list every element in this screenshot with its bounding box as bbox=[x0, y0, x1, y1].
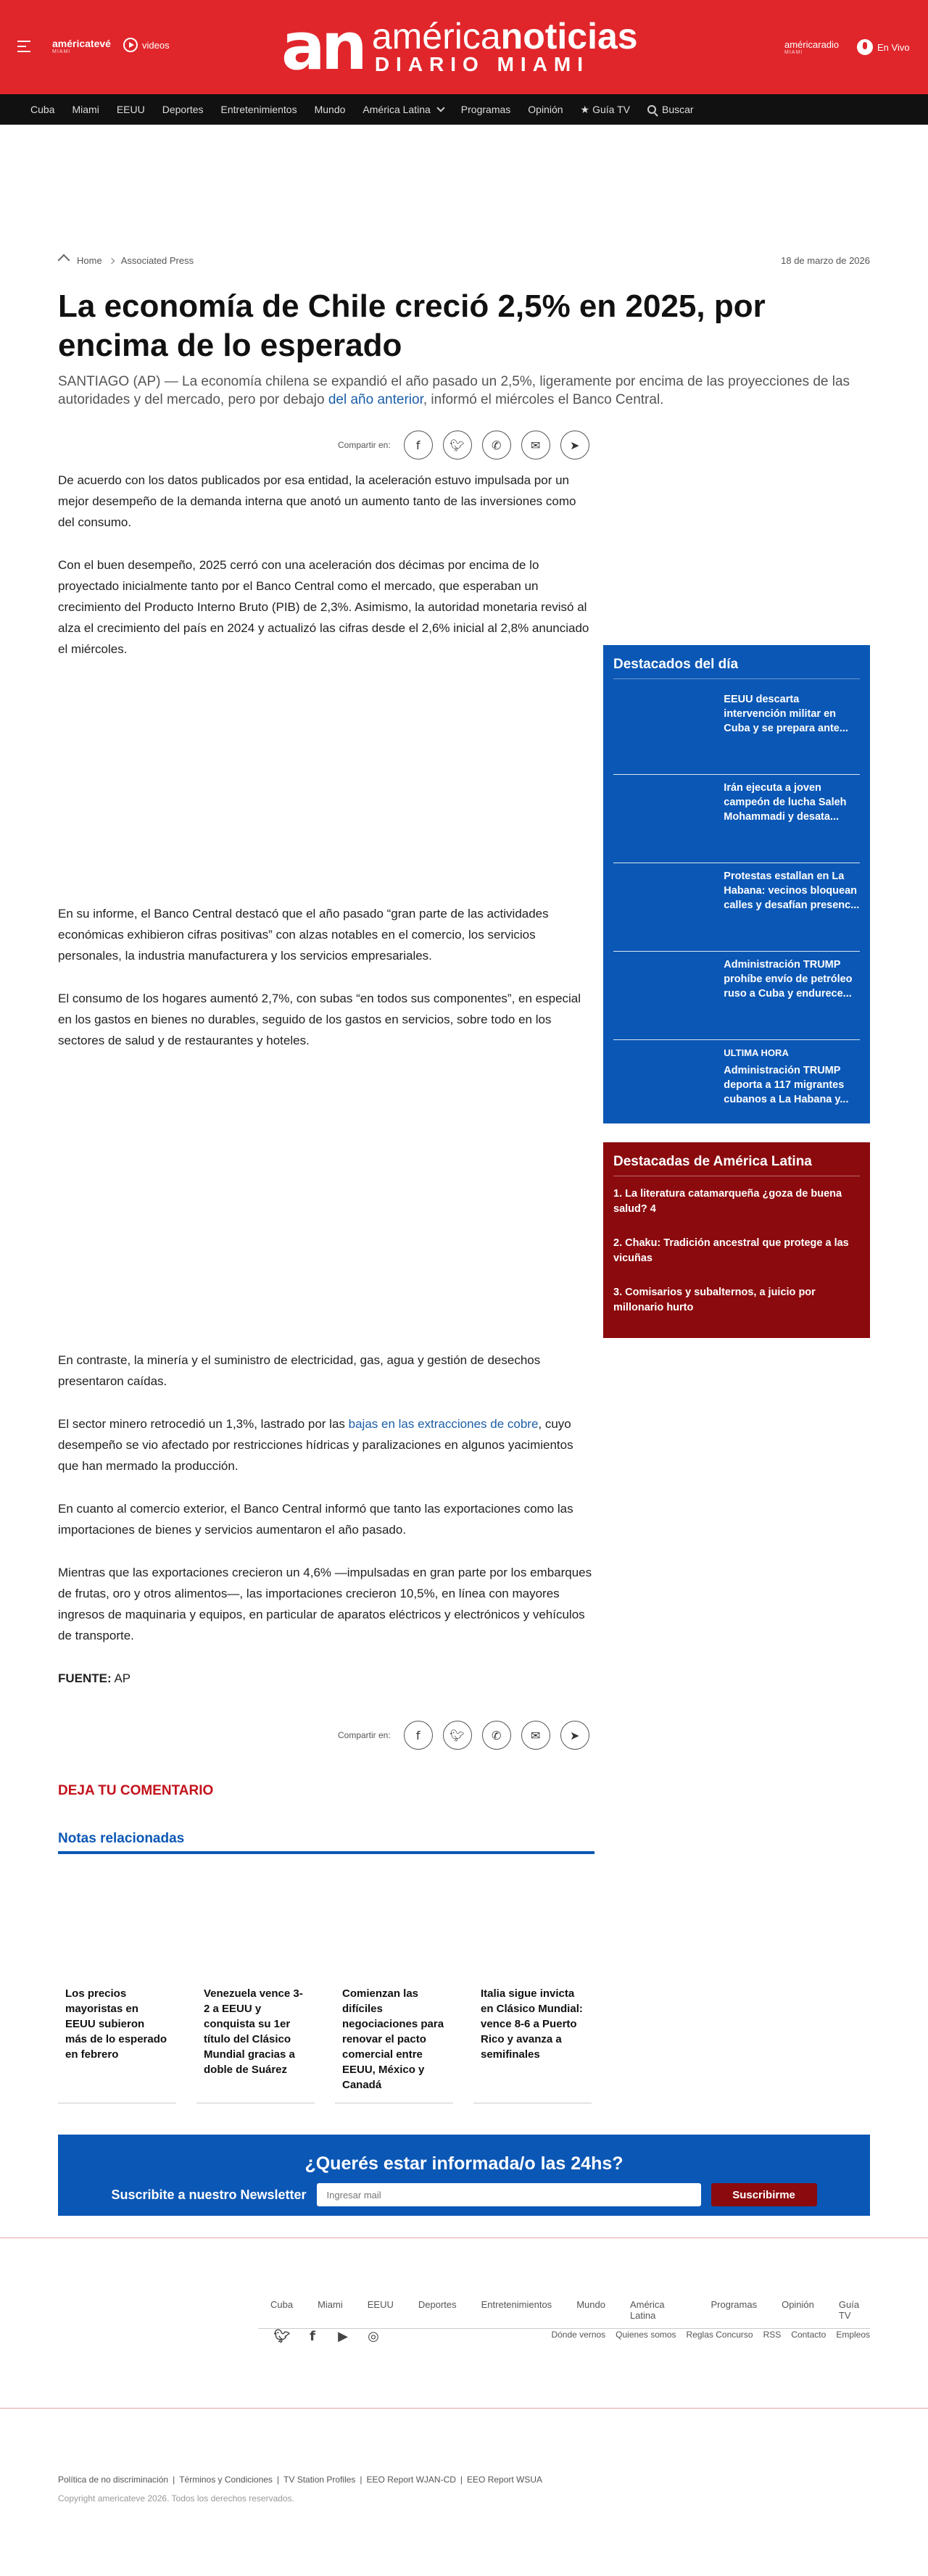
article-paragraph: En su informe, el Banco Central destacó que el año pasado “gran parte de las actividades económicas exhibieron cifras positivas” con alzas notables en el comercio, los servicios personales, la industria manufacturera y los servicios empresariales. bbox=[58, 907, 549, 963]
newsletter-banner bbox=[58, 2135, 870, 2216]
social-icons bbox=[273, 2327, 383, 2346]
destacado-headline-block[interactable] bbox=[724, 1046, 860, 1128]
lead-text-before: SANTIAGO (AP) — La economía chilena se expandió el año pasado un 2,5%, ligeramente por encima de las proyecciones de las autoridades y del mercado, pero por debajo bbox=[58, 374, 850, 407]
legal-separator: | bbox=[360, 2475, 362, 2485]
destacado-headline[interactable]: EEUU descarta intervención militar en Cuba y se prepara ante... bbox=[724, 694, 848, 734]
legal-link[interactable]: TV Station Profiles bbox=[283, 2475, 356, 2485]
nav-item-america-latina-label: América Latina bbox=[362, 104, 431, 115]
footer-nav-item[interactable]: Guía TV bbox=[838, 2299, 860, 2321]
chevron-down-icon bbox=[436, 104, 444, 112]
breadcrumb-section[interactable]: Associated Press bbox=[120, 255, 194, 266]
related-title[interactable]: Italia sigue invicta en Clásico Mundial: vence 8-6 a Puerto Rico y avanza a semifinales bbox=[481, 1987, 583, 2061]
main-nav bbox=[0, 94, 928, 125]
comments-heading[interactable]: DEJA TU COMENTARIO bbox=[58, 1783, 214, 1798]
copper-link[interactable]: bajas en las extracciones de cobre bbox=[348, 1417, 539, 1431]
latina-item[interactable]: 2. Chaku: Tradición ancestral que protege a las vicuñas bbox=[613, 1237, 849, 1264]
facebook-share-icon[interactable]: f bbox=[404, 431, 433, 460]
footer-nav bbox=[258, 2299, 870, 2329]
whatsapp-share-icon[interactable]: ✆ bbox=[482, 1721, 511, 1750]
related-card[interactable] bbox=[335, 1870, 453, 2103]
videos-link[interactable] bbox=[123, 38, 170, 52]
play-icon bbox=[123, 38, 138, 52]
p6-text-after: , cuyo desempeño se vio afectado por restricciones hídricas y paralizaciones en algunos yacimientos que han mermado la producción. bbox=[58, 1417, 573, 1473]
legal-separator: | bbox=[460, 2475, 463, 2485]
americaradio-logo[interactable] bbox=[784, 39, 839, 55]
article-paragraph: En contraste, la minería y el suministro de electricidad, gas, agua y gestión de desechos presentaron caídas. bbox=[58, 1353, 541, 1388]
americateve-logo[interactable] bbox=[52, 38, 111, 54]
ultima-hora-kicker: ULTIMA HORA bbox=[724, 1047, 789, 1058]
footer-link[interactable]: Contacto bbox=[791, 2330, 826, 2340]
related-image[interactable] bbox=[335, 1870, 453, 1986]
legal-link[interactable]: EEO Report WJAN-CD bbox=[366, 2475, 456, 2485]
logo-an-mark: an bbox=[281, 9, 363, 85]
logo-subtitle: DIARIO MIAMI bbox=[374, 53, 590, 75]
footer-nav-item[interactable]: Cuba bbox=[270, 2299, 294, 2310]
telegram-share-icon[interactable]: ➤ bbox=[560, 1721, 589, 1750]
legal-link[interactable]: Política de no discriminación bbox=[58, 2475, 169, 2485]
destacados-box bbox=[603, 645, 870, 1123]
article-body-1 bbox=[58, 470, 594, 681]
microphone-icon bbox=[857, 39, 873, 55]
related-title[interactable]: Venezuela vence 3-2 a EEUU y conquista su 1er título del Clásico Mundial gracias a doble de Suárez bbox=[204, 1987, 303, 2076]
destacados-title: Destacados del día bbox=[613, 657, 860, 679]
email-share-icon[interactable]: ✉ bbox=[521, 1721, 550, 1750]
destacado-thumbnail[interactable] bbox=[613, 781, 713, 853]
facebook-icon[interactable]: f bbox=[310, 2328, 315, 2344]
nav-item-guia-tv[interactable] bbox=[572, 104, 639, 116]
nav-item-deportes[interactable]: Deportes bbox=[162, 104, 204, 115]
share-bar-top bbox=[338, 431, 589, 460]
nav-item-america-latina[interactable] bbox=[354, 104, 452, 115]
logo-word-america: américa bbox=[371, 16, 501, 57]
footer-nav-item[interactable]: América Latina bbox=[629, 2299, 665, 2321]
nav-search[interactable] bbox=[639, 104, 703, 115]
related-image[interactable] bbox=[58, 1870, 176, 1986]
twitter-share-icon[interactable]: 🐦︎ bbox=[443, 1721, 472, 1750]
breadcrumb bbox=[58, 255, 194, 266]
destacado-item[interactable] bbox=[613, 689, 860, 775]
twitter-icon[interactable]: 🐦︎ bbox=[273, 2328, 291, 2344]
share-bar-bottom bbox=[338, 1721, 589, 1750]
footer-link[interactable]: RSS bbox=[763, 2330, 782, 2340]
email-share-icon[interactable]: ✉ bbox=[521, 431, 550, 460]
newsletter-title: ¿Querés estar informada/o las 24hs? bbox=[304, 2153, 624, 2174]
twitter-share-icon[interactable]: 🐦︎ bbox=[443, 431, 472, 460]
latina-box bbox=[603, 1142, 870, 1338]
footer-link[interactable]: Empleos bbox=[836, 2330, 870, 2340]
lead-text-after: , informó el miércoles el Banco Central. bbox=[423, 392, 664, 407]
footer-divider bbox=[0, 2408, 928, 2409]
subscribe-button[interactable]: Suscribirme bbox=[711, 2183, 817, 2206]
destacado-item[interactable] bbox=[613, 778, 860, 863]
footer-nav-item[interactable]: Miami bbox=[318, 2299, 343, 2310]
related-title[interactable]: Los precios mayoristas en EEUU subieron más de lo esperado en febrero bbox=[65, 1987, 167, 2061]
article-paragraph: En cuanto al comercio exterior, el Banco Central informó que tanto las exportaciones como las importaciones de bienes y servicios aumentaron el año pasado. bbox=[58, 1502, 573, 1537]
tv-brand-sub: MIAMI bbox=[52, 49, 71, 54]
nav-item-guia-tv-label: Guía TV bbox=[592, 104, 630, 115]
source-label: FUENTE: bbox=[58, 1671, 112, 1685]
latina-item[interactable]: 1. La literatura catamarqueña ¿goza de buena salud? 4 bbox=[613, 1188, 842, 1215]
search-icon bbox=[647, 105, 656, 114]
telegram-share-icon[interactable]: ➤ bbox=[560, 431, 589, 460]
videos-label: videos bbox=[142, 39, 170, 51]
footer-nav-item[interactable]: Mundo bbox=[576, 2299, 605, 2310]
copyright: Copyright americateve 2026. Todos los derechos reservados. bbox=[58, 2493, 294, 2504]
whatsapp-share-icon[interactable]: ✆ bbox=[482, 431, 511, 460]
nav-item-opinion[interactable]: Opinión bbox=[528, 104, 563, 115]
youtube-icon[interactable]: ▶ bbox=[338, 2328, 348, 2344]
radio-brand-sub: MIAMI bbox=[784, 50, 803, 55]
article-body-2 bbox=[58, 903, 594, 1073]
share-label: Compartir en: bbox=[338, 440, 391, 450]
destacado-headline[interactable]: Administración TRUMP prohíbe envío de petróleo ruso a Cuba y endurece... bbox=[724, 959, 853, 1000]
article-date: 18 de marzo de 2026 bbox=[781, 255, 870, 266]
article-source bbox=[58, 1668, 594, 1689]
nav-item-cuba[interactable]: Cuba bbox=[30, 104, 55, 115]
destacado-thumbnail[interactable] bbox=[613, 957, 713, 1030]
latina-item[interactable]: 3. Comisarios y subalternos, a juicio por millonario hurto bbox=[613, 1287, 816, 1313]
footer-nav-item[interactable]: Opinión bbox=[782, 2299, 814, 2310]
related-image[interactable] bbox=[473, 1870, 592, 1986]
nav-item-programas[interactable]: Programas bbox=[460, 104, 511, 115]
hamburger-menu-icon[interactable] bbox=[17, 41, 32, 52]
destacado-thumbnail[interactable] bbox=[613, 692, 713, 765]
destacado-thumbnail[interactable] bbox=[613, 869, 713, 942]
newsletter-label: Suscribite a nuestro Newsletter bbox=[111, 2187, 307, 2202]
radio-brand-name: américaradio bbox=[784, 39, 840, 50]
article-body-3 bbox=[58, 1350, 594, 1711]
article-paragraph: Con el buen desempeño, 2025 cerró con una aceleración dos décimas por encima de lo proyectado inicialmente tanto por el Banco Central como el mercado, que esperaban un crecimiento del Producto Interno Bruto (PIB) de 2,3%. Asimismo, la autoridad monetaria revisó al alza el crecimiento del país en 2024 y actualizó las cifras desde el 2,6% inicial al 2,8% anunciado el miércoles. bbox=[58, 558, 589, 656]
destacado-item[interactable] bbox=[613, 1043, 860, 1129]
footer-link[interactable]: Quienes somos bbox=[616, 2330, 676, 2340]
star-icon: ★ bbox=[580, 103, 590, 115]
related-image[interactable] bbox=[196, 1870, 315, 1986]
article-paragraph: Mientras que las exportaciones crecieron un 4,6% —impulsadas en gran parte por los embarques de frutas, oro y otros alimentos—, las importaciones crecieron 10,5%, en línea con mayores ingresos de maquinaria y equipos, en particular de aparatos eléctricos y electrónicos y vehículos de transporte. bbox=[58, 1566, 592, 1642]
legal-separator: | bbox=[173, 2475, 175, 2485]
footer-nav-item[interactable]: EEUU bbox=[367, 2299, 394, 2310]
footer-nav-item[interactable]: Deportes bbox=[418, 2299, 457, 2310]
article-title: La economía de Chile creció 2,5% en 2025, por encima de lo esperado bbox=[58, 288, 766, 363]
facebook-share-icon[interactable]: f bbox=[404, 1721, 433, 1750]
destacado-headline[interactable]: Administración TRUMP deporta a 117 migrantes cubanos a La Habana y... bbox=[724, 1065, 849, 1105]
share-label: Compartir en: bbox=[338, 1730, 391, 1740]
footer-nav-item[interactable]: Programas bbox=[710, 2299, 758, 2310]
legal-separator: | bbox=[276, 2475, 280, 2485]
instagram-icon[interactable]: ◎ bbox=[368, 2328, 379, 2344]
related-heading: Notas relacionadas bbox=[58, 1831, 594, 1854]
legal-links bbox=[58, 2475, 542, 2485]
live-link[interactable] bbox=[857, 39, 910, 55]
home-icon[interactable] bbox=[58, 256, 70, 266]
footer-links bbox=[541, 2330, 870, 2340]
destacado-item[interactable] bbox=[613, 866, 860, 952]
article-paragraph: El consumo de los hogares aumentó 2,7%, con subas “en todos sus componentes”, en especial en los gastos en bienes no durables, seguido de los gastos en servicios, sobre todo en los sectores de salud y de restaurantes y hoteles. bbox=[58, 992, 581, 1047]
footer-link[interactable]: Dónde vernos bbox=[551, 2330, 606, 2340]
related-grid bbox=[58, 1870, 594, 2103]
nav-item-eeuu[interactable]: EEUU bbox=[116, 104, 145, 115]
chevron-right-icon bbox=[108, 257, 114, 263]
related-card[interactable] bbox=[473, 1870, 592, 2103]
live-label: En Vivo bbox=[877, 41, 910, 53]
breadcrumb-home[interactable]: Home bbox=[77, 255, 102, 266]
site-header bbox=[0, 0, 928, 94]
latina-title: Destacadas de América Latina bbox=[613, 1154, 860, 1176]
breadcrumb-row bbox=[58, 255, 870, 266]
newsletter-email-input[interactable] bbox=[317, 2183, 701, 2206]
lead-link[interactable]: del año anterior bbox=[328, 392, 423, 407]
destacado-thumbnail[interactable] bbox=[613, 1046, 713, 1118]
footer-nav-item[interactable]: Entretenimientos bbox=[481, 2299, 552, 2310]
related-card[interactable] bbox=[58, 1870, 176, 2103]
nav-item-miami[interactable]: Miami bbox=[72, 104, 99, 115]
related-title[interactable]: Comienzan las difíciles negociaciones para renovar el pacto comercial entre EEUU, México y Canadá bbox=[342, 1987, 444, 2091]
footer-link[interactable]: Reglas Concurso bbox=[686, 2330, 753, 2340]
article-paragraph bbox=[58, 1413, 594, 1476]
nav-item-mundo[interactable]: Mundo bbox=[314, 104, 346, 115]
article-paragraph: De acuerdo con los datos publicados por esa entidad, la aceleración estuvo impulsada por un mejor desempeño de la demanda interna que anotó un aumento tanto de las inversiones como del consumo. bbox=[58, 473, 576, 529]
article-lead bbox=[58, 373, 870, 409]
nav-item-entretenimientos[interactable]: Entretenimientos bbox=[220, 104, 297, 115]
p6-text-before: El sector minero retrocedió un 1,3%, lastrado por las bbox=[58, 1417, 349, 1431]
nav-search-label: Buscar bbox=[661, 104, 694, 115]
destacado-headline[interactable]: Protestas estallan en La Habana: vecinos bloquean calles y desafían presenc... bbox=[724, 871, 860, 911]
logo-word-noticias: noticias bbox=[500, 16, 638, 57]
related-card[interactable] bbox=[196, 1870, 315, 2103]
site-logo[interactable] bbox=[281, 9, 658, 85]
source-value: AP bbox=[114, 1671, 131, 1685]
legal-link[interactable]: Términos y Condiciones bbox=[179, 2475, 273, 2485]
destacado-headline[interactable]: Irán ejecuta a joven campeón de lucha Saleh Mohammadi y desata... bbox=[724, 782, 847, 823]
tv-brand-name: américatevé bbox=[52, 38, 111, 49]
destacado-item[interactable] bbox=[613, 955, 860, 1040]
legal-link[interactable]: EEO Report WSUA bbox=[467, 2475, 543, 2485]
